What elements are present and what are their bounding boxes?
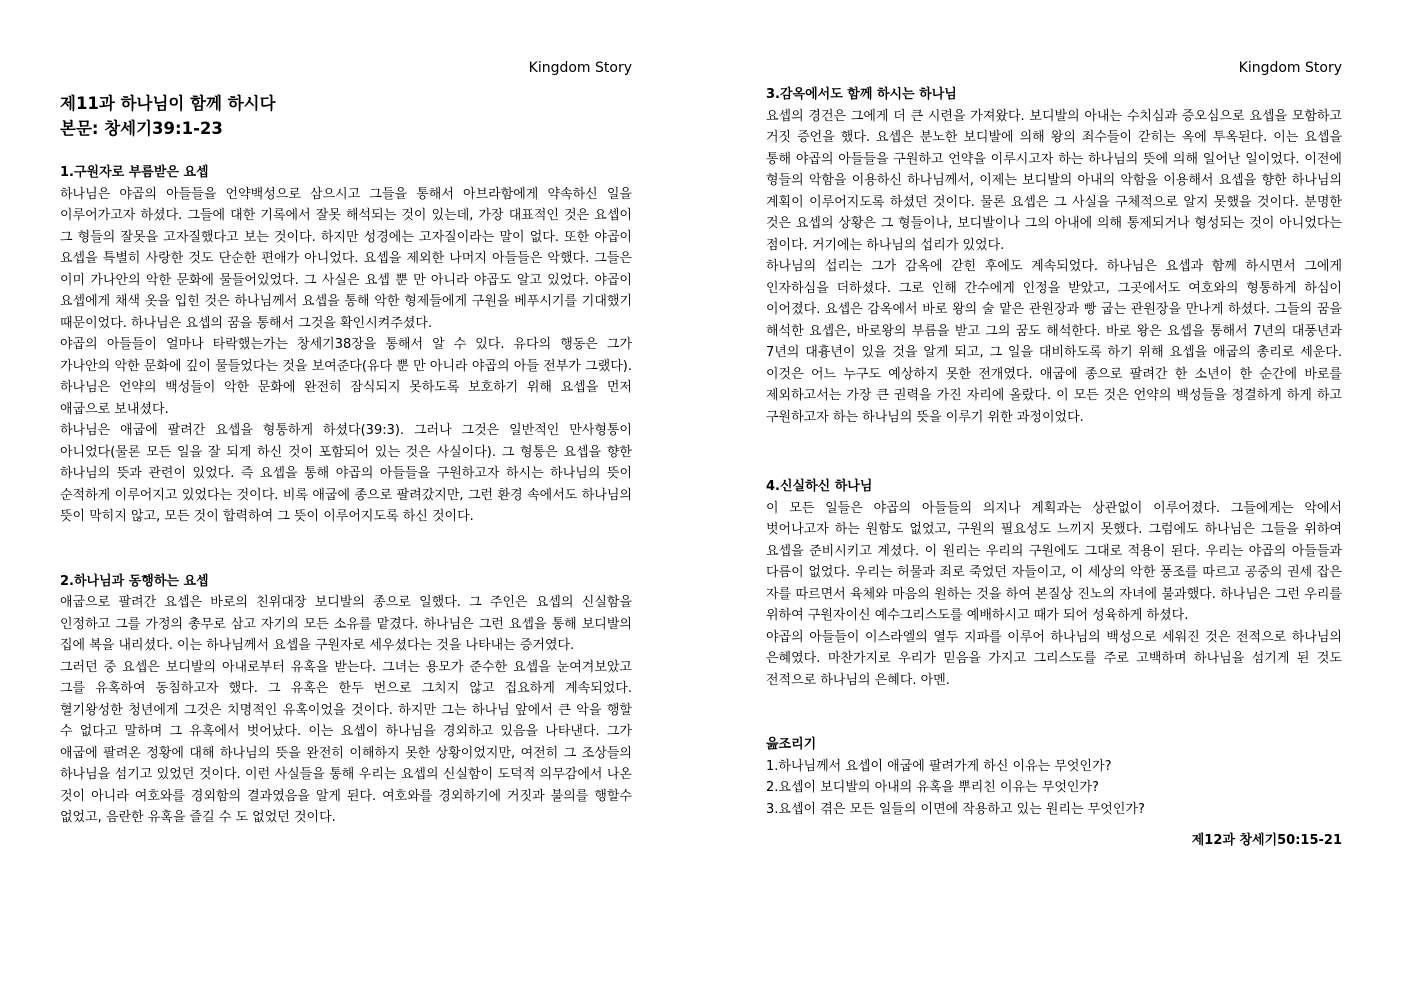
right-column <box>766 84 1342 852</box>
section-heading: 2.하나님과 동행하는 요셉 <box>60 573 209 589</box>
section-heading: 3.감옥에서도 함께 하시는 하나님 <box>766 87 957 102</box>
section-paragraph: 요셉의 경건은 그에게 더 큰 시련을 가져왔다. 보디발의 아내는 수치심과 증오심으로 요셉을 모함하고 거짓 증언을 했다. 요셉은 분노한 보디발에 의해 왕의 죄수들이 갇히는 옥에 투옥된다. 이는 요셉을 통해 야곱의 아들들을 구원하고 언약을 이루시고자 하는 하나님의 뜻에 의해 일어난 일이었다. 이전에 형들의 악함을 이용하신 하나님께서, 이제는 보디발의 아내의 악함을 이용해서 요셉을 향한 하나님의 계획이 이루어지도록 하셨던 것이다. 물론 요셉은 그 사실을 구체적으로 알지 못했을 것이다. 분명한 것은 요셉의 상황은 그 형들이나, 보디발이나 그의 아내에 의해 통제되거나 형성되는 것이 아니었다는 점이다. 거기에는 하나님의 섭리가 있었다. <box>766 108 1342 253</box>
review-question: 2.요셉이 보디발의 아내의 유혹을 뿌리친 이유는 무엇인가? <box>766 780 1099 795</box>
right-page <box>702 0 1403 992</box>
running-header: Kingdom Story <box>528 60 632 76</box>
next-lesson-reference: 제12과 창세기50:15-21 <box>1191 833 1342 848</box>
section-paragraph: 야곱의 아들들이 이스라엘의 열두 지파를 이루어 하나님의 백성으로 세워진 것은 전적으로 하나님의 은혜였다. 마찬가지로 우리가 믿음을 가지고 그리스도를 주로 고백하며 하나님을 섬기게 된 것도 전적으로 하나님의 은혜다. 아멘. <box>766 629 1342 688</box>
review-question: 1.하나님께서 요셉이 애굽에 팔려가게 하신 이유는 무엇인가? <box>766 758 1112 774</box>
section-paragraph: 하나님은 야곱의 아들들을 언약백성으로 삼으시고 그들을 통해서 아브라함에게 약속하신 일을 이루어가고자 하셨다. 그들에 대한 기록에서 잘못 해석되는 것이 있는데, 가장 대표적인 것은 요셉이 그 형들의 잘못을 고자질했다고 보는 것이다. 하지만 성경에는 고자질이라는 말이 없다. 또한 야곱이 요셉을 특별히 사랑한 것도 단순한 편애가 아니었다. 요셉을 제외한 나머지 아들들은 악했다. 그들은 이미 가나안의 악한 문화에 물들어있었다. 그 사실은 요셉 뿐 만 아니라 야곱도 알고 있었다. 야곱이 요셉에게 채색 옷을 입힌 것은 하나님께서 요셉을 통해 악한 형제들에게 구원을 베푸시기를 기대했기 때문이었다. 하나님은 요셉의 꿈을 통해서 그것을 확인시켜주셨다. <box>60 186 632 331</box>
lesson-title: 제11과 하나님이 함께 하시다 <box>60 94 276 113</box>
review-question: 3.요셉이 겪은 모든 일들의 이면에 작용하고 있는 원리는 무엇인가? <box>766 801 1145 817</box>
section-heading: 1.구원자로 부름받은 요셉 <box>60 165 209 180</box>
section-paragraph: 애굽으로 팔려간 요셉은 바로의 친위대장 보디발의 종으로 일했다. 그 주인은 요셉의 신실함을 인정하고 그를 가정의 총무로 삼고 자기의 모든 소유를 맡겼다. 하나님은 그런 요셉을 통해 보디발의 집에 복을 내리셨다. 이는 하나님께서 요셉을 구원자로 세우셨다는 것을 나타내는 증거였다. <box>60 595 632 653</box>
review-heading: 읊조리기 <box>766 737 817 752</box>
section-heading: 4.신실하신 하나님 <box>766 479 873 494</box>
left-column <box>60 91 632 829</box>
section-paragraph: 이 모든 일들은 야곱의 아들들의 의지나 계획과는 상관없이 이루어졌다. 그들에게는 악에서 벗어나고자 하는 원함도 없었고, 구원의 필요성도 느끼지 못했다. 그럼에도 하나님은 그들을 위하여 요셉을 준비시키고 계셨다. 이 원리는 우리의 구원에도 그대로 적용이 된다. 우리는 야곱의 아들들과 다름이 없었다. 우리는 허물과 죄로 죽었던 자들이고, 이 세상의 악한 풍조를 따르고 공중의 권세 잡은 자를 따르면서 육체와 마음의 원하는 것을 하여 본질상 진노의 자녀에 불과했다. 하나님은 그런 우리를 위하여 구원자이신 예수그리스도를 예배하시고 때가 되어 성육하게 하셨다. <box>766 500 1342 623</box>
review-questions <box>766 734 1342 820</box>
section-paragraph: 그러던 중 요셉은 보디발의 아내로부터 유혹을 받는다. 그녀는 용모가 준수한 요셉을 눈여겨보았고 그를 유혹하여 동침하고자 했다. 그 유혹은 한두 번으로 그치지 않고 집요하게 계속되었다. 혈기왕성한 청년에게 그것은 치명적인 유혹이었을 것이다. 하지만 그는 하나님 앞에서 큰 악을 행할 수 없다고 말하며 그 유혹에서 벗어났다. 이는 요셉이 하나님을 경외하고 있음을 나타낸다. 그가 애굽에 팔려온 정황에 대해 하나님의 뜻을 완전히 이해하지 못한 상황이었지만, 여전히 그 조상들의 하나님을 섬기고 있었던 것이다. 이런 사실들을 통해 우리는 요셉의 신실함이 도덕적 의무감에서 나온 것이 아니라 여호와를 경외함의 결과였음을 알게 된다. 여호와를 경외하기에 거짓과 불의를 행할수 없었고, 음란한 유혹을 즐길 수 도 없었던 것이다. <box>60 659 632 825</box>
running-header: Kingdom Story <box>1238 60 1342 76</box>
section-paragraph: 야곱의 아들들이 얼마나 타락했는가는 창세기38장을 통해서 알 수 있다. 유다의 행동은 그가 가나안의 악한 문화에 깊이 물들었다는 것을 보여준다(유다 뿐 만 아니라 야곱의 아들 전부가 그랬다). 하나님은 언약의 백성들이 악한 문화에 완전히 잠식되지 못하도록 보호하기 위해 요셉을 먼저 애굽으로 보내셨다. <box>60 337 632 417</box>
section-paragraph: 하나님의 섭리는 그가 감옥에 갇힌 후에도 계속되었다. 하나님은 요셉과 함께 하시면서 그에게 인자하심을 더하셨다. 그로 인해 간수에게 인정을 받았고, 그곳에서도 여호와의 형통하게 하심이 이어졌다. 요셉은 감옥에서 바로 왕의 술 맡은 관원장과 빵 굽는 관원장을 만나게 하셨다. 그들의 꿈을 해석한 요셉은, 바로왕의 부름을 받고 그의 꿈도 해석한다. 바로 왕은 요셉을 통해서 7년의 대풍년과 7년의 대흉년이 있을 것을 알게 되고, 그 일을 대비하도록 하기 위해 요셉을 애굽의 총리로 세운다. 이것은 어느 누구도 예상하지 못한 전개였다. 애굽에 종으로 팔려간 한 소년이 한 순간에 바로를 제외하고서는 가장 큰 권력을 가진 자리에 올랐다. 이 모든 것은 언약의 백성들을 정결하게 하게 하고 구원하고자 하는 하나님의 뜻을 이루기 위한 과정이었다. <box>766 259 1342 425</box>
scripture-reference: 본문: 창세기39:1-23 <box>60 119 223 138</box>
section-paragraph: 하나님은 애굽에 팔려간 요셉을 형통하게 하셨다(39:3). 그러나 그것은 일반적인 만사형통이 아니었다(물론 모든 일을 잘 되게 하신 것이 포함되어 있는 것은 사실이다). 그 형통은 요셉을 향한 하나님의 뜻과 관련이 있었다. 즉 요셉을 통해 야곱의 아들들을 구원하고자 하시는 하나님의 뜻이 순적하게 이루어지고 있었다는 것이다. 비록 애굽에 종으로 팔려갔지만, 그런 환경 속에서도 하나님의 뜻이 막히지 않고, 모든 것이 합력하여 그 뜻이 이루어지도록 하신 것이다. <box>60 423 632 524</box>
